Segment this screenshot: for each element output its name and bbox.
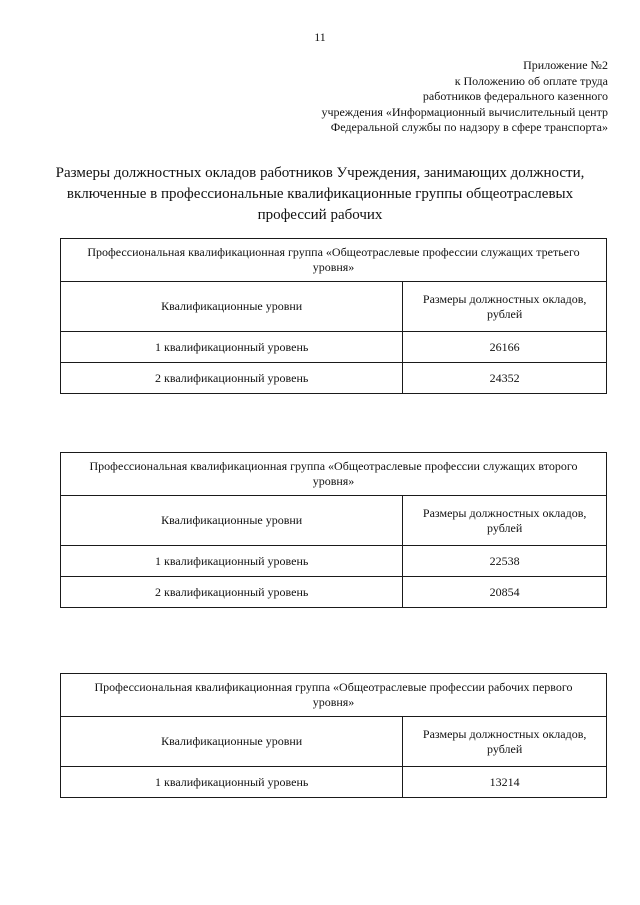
group-title-line: Профессиональная квалификационная группа «Общеотраслевые профессии служащих третьего xyxy=(87,245,580,259)
group-title-line: Профессиональная квалификационная группа «Общеотраслевые профессии служащих второго xyxy=(89,459,578,473)
table-row xyxy=(61,767,607,798)
appendix-line: работников федерального казенного xyxy=(422,89,608,103)
table-row xyxy=(61,546,607,577)
group-title-line: уровня» xyxy=(312,474,355,488)
page-number: 11 xyxy=(314,30,326,44)
appendix-line: Приложение №2 xyxy=(523,58,608,72)
table-header-row xyxy=(61,717,607,767)
table-row xyxy=(61,577,607,608)
group-title-cell xyxy=(61,453,607,496)
appendix-line: учреждения «Информационный вычислительный центр xyxy=(321,104,608,119)
appendix-line: к Положению об оплате труда xyxy=(454,73,608,88)
header-levels-cell: Квалификационные уровни xyxy=(61,282,403,332)
table-header-row xyxy=(61,282,607,332)
salary-table-workers-first-level xyxy=(60,673,607,798)
appendix-header xyxy=(321,58,608,136)
table-group-row xyxy=(61,453,607,496)
salary-table-third-level xyxy=(60,238,607,394)
salary-cell: 24352 xyxy=(403,363,607,394)
salary-cell: 13214 xyxy=(403,767,607,798)
title-line: Размеры должностных окладов работников Учреждения, занимающих должности, xyxy=(55,165,585,181)
table-row xyxy=(61,363,607,394)
group-title-line: Профессиональная квалификационная группа «Общеотраслевые профессии рабочих первого xyxy=(94,680,573,694)
salary-cell: 20854 xyxy=(403,577,607,608)
header-salary-cell xyxy=(403,717,607,767)
title-line: включенные в профессиональные квалификационные группы общеотраслевых xyxy=(66,186,574,202)
salary-table-second-level xyxy=(60,452,607,608)
header-salary-line: рублей xyxy=(487,520,523,535)
salary-cell: 22538 xyxy=(403,546,607,577)
group-title-line: уровня» xyxy=(312,695,355,709)
header-salary-cell xyxy=(403,496,607,546)
header-salary-line: Размеры должностных окладов, xyxy=(422,505,587,520)
table-group-row xyxy=(61,239,607,282)
header-salary-line: Размеры должностных окладов, xyxy=(422,291,587,306)
level-cell: 1 квалификационный уровень xyxy=(61,332,403,363)
document-title xyxy=(40,163,600,226)
table-group-row xyxy=(61,674,607,717)
level-cell: 1 квалификационный уровень xyxy=(61,767,403,798)
table-row xyxy=(61,332,607,363)
level-cell: 2 квалификационный уровень xyxy=(61,577,403,608)
salary-cell: 26166 xyxy=(403,332,607,363)
header-levels-cell: Квалификационные уровни xyxy=(61,717,403,767)
group-title-cell xyxy=(61,674,607,717)
table-header-row xyxy=(61,496,607,546)
group-title-line: уровня» xyxy=(312,260,355,274)
appendix-line: Федеральной службы по надзору в сфере транспорта» xyxy=(330,120,608,134)
level-cell: 1 квалификационный уровень xyxy=(61,546,403,577)
header-salary-line: Размеры должностных окладов, xyxy=(422,726,587,741)
header-salary-line: рублей xyxy=(487,741,523,756)
group-title-cell xyxy=(61,239,607,282)
title-line: профессий рабочих xyxy=(257,207,383,223)
header-salary-cell xyxy=(403,282,607,332)
header-levels-cell: Квалификационные уровни xyxy=(61,496,403,546)
header-salary-line: рублей xyxy=(487,306,523,321)
level-cell: 2 квалификационный уровень xyxy=(61,363,403,394)
